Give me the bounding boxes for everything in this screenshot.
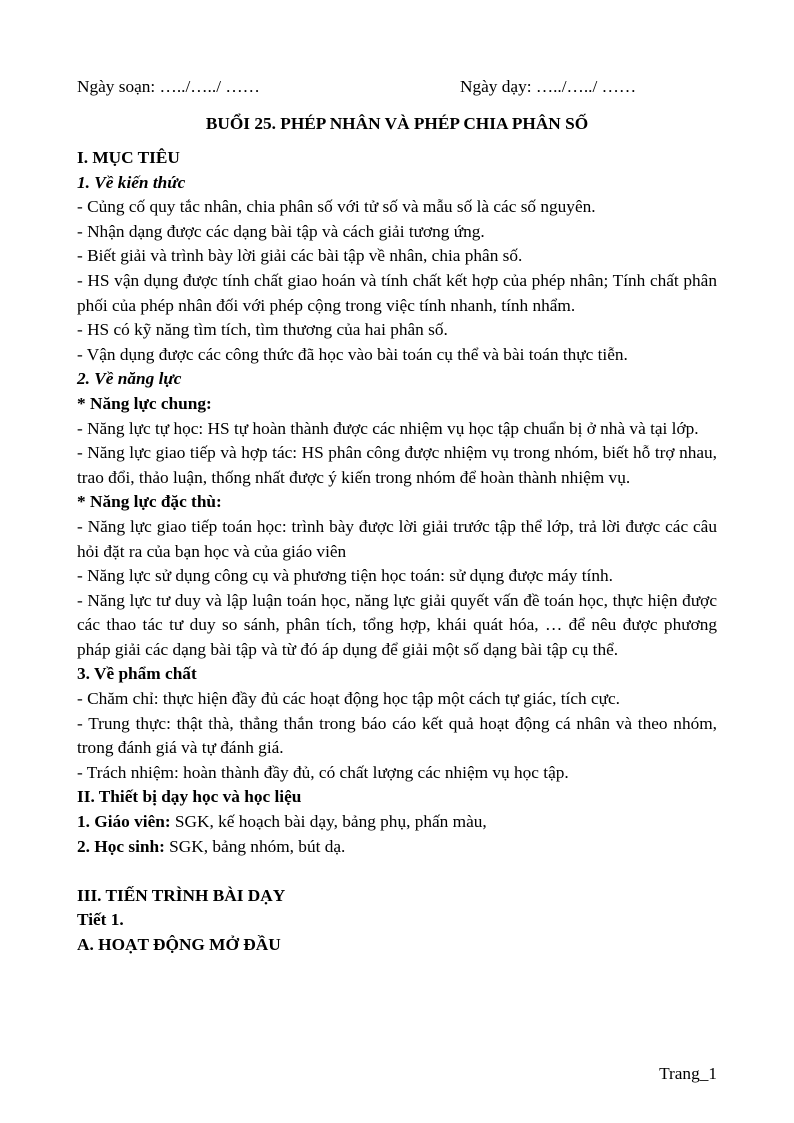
specific-competence-item: - Năng lực sử dụng công cụ và phương tiện học toán: sử dụng được máy tính. bbox=[77, 566, 613, 586]
subheading-qualities: 3. Về phẩm chất bbox=[77, 664, 197, 684]
activity-heading: A. HOẠT ĐỘNG MỞ ĐẦU bbox=[77, 935, 281, 954]
document-body bbox=[77, 146, 717, 958]
general-competence-heading: * Năng lực chung: bbox=[77, 393, 212, 413]
student-label: 2. Học sinh: bbox=[77, 836, 165, 856]
blank-line bbox=[77, 859, 717, 884]
knowledge-item: - HS vận dụng được tính chất giao hoán và tính chất kết hợp của phép nhân; Tính chất phân phối của phép nhân đối với phép cộng trong việc tính nhanh, tính nhẩm. bbox=[77, 270, 717, 315]
knowledge-item: - Biết giải và trình bày lời giải các bài tập về nhân, chia phân số. bbox=[77, 246, 523, 266]
date-line bbox=[77, 75, 717, 100]
student-line bbox=[77, 835, 717, 860]
teacher-line bbox=[77, 810, 717, 835]
teacher-label: 1. Giáo viên: bbox=[77, 812, 171, 832]
section-heading-procedure: III. TIẾN TRÌNH BÀI DẠY bbox=[77, 885, 286, 905]
specific-competence-item: - Năng lực tư duy và lập luận toán học, năng lực giải quyết vấn đề toán học, thực hiện được các thao tác tư duy so sánh, phân tích, tổng hợp, khái quát hóa, … để nêu được phương pháp giải các dạng bài tập và từ đó áp dụng để giải một số dạng bài tập cụ thể. bbox=[77, 590, 717, 659]
knowledge-item: - Nhận dạng được các dạng bài tập và cách giải tương ứng. bbox=[77, 221, 485, 241]
general-competence-item: - Năng lực giao tiếp và hợp tác: HS phân công được nhiệm vụ trong nhóm, biết hỗ trợ nhau, trao đổi, thảo luận, thống nhất được ý kiến trong nhóm để hoàn thành nhiệm vụ. bbox=[77, 443, 717, 487]
section-heading-objectives: I. MỤC TIÊU bbox=[77, 148, 180, 167]
knowledge-item: - HS có kỹ năng tìm tích, tìm thương của hai phân số. bbox=[77, 320, 448, 340]
student-text: SGK, bảng nhóm, bút dạ. bbox=[164, 836, 346, 856]
lesson-title: BUỔI 25. PHÉP NHÂN VÀ PHÉP CHIA PHÂN SỐ bbox=[205, 114, 589, 133]
quality-item: - Chăm chỉ: thực hiện đầy đủ các hoạt động học tập một cách tự giác, tích cực. bbox=[77, 689, 620, 709]
page-number: Trang_1 bbox=[659, 1064, 717, 1083]
specific-competence-item: - Năng lực giao tiếp toán học: trình bày được lời giải trước tập thể lớp, trả lời được các câu hỏi đặt ra của bạn học và của giáo viên bbox=[77, 516, 717, 561]
knowledge-item: - Vận dụng được các công thức đã học vào bài toán cụ thể và bài toán thực tiễn. bbox=[77, 344, 628, 364]
subheading-knowledge: 1. Về kiến thức bbox=[77, 172, 186, 192]
specific-competence-heading: * Năng lực đặc thù: bbox=[77, 492, 222, 512]
general-competence-item: - Năng lực tự học: HS tự hoàn thành được các nhiệm vụ học tập chuẩn bị ở nhà và tại lớp. bbox=[77, 418, 699, 438]
date-taught: Ngày dạy: …../…../ …… bbox=[460, 77, 637, 96]
subheading-competence: 2. Về năng lực bbox=[77, 369, 182, 389]
period-label: Tiết 1. bbox=[77, 910, 124, 930]
knowledge-item: - Củng cố quy tắc nhân, chia phân số với tử số và mẫu số là các số nguyên. bbox=[77, 197, 596, 217]
quality-item: - Trung thực: thật thà, thẳng thắn trong báo cáo kết quả hoạt động cá nhân và theo nhóm, trong đánh giá và tự đánh giá. bbox=[77, 713, 717, 758]
teacher-text: SGK, kế hoạch bài dạy, bảng phụ, phấn màu, bbox=[170, 812, 487, 832]
section-heading-equipment: II. Thiết bị dạy học và học liệu bbox=[77, 787, 302, 807]
quality-item: - Trách nhiệm: hoàn thành đầy đủ, có chất lượng các nhiệm vụ học tập. bbox=[77, 762, 569, 782]
date-prepared: Ngày soạn: …../…../ …… bbox=[77, 77, 260, 96]
